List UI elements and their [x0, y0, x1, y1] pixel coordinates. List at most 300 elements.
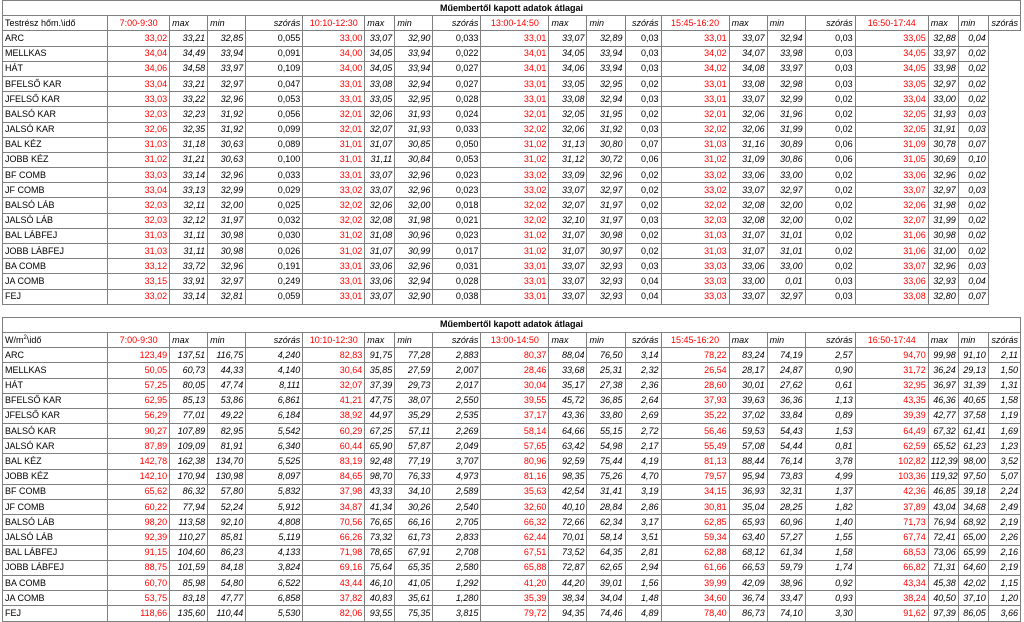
max-value: 86,32: [170, 484, 208, 499]
max-value: 77,94: [170, 500, 208, 515]
max-value: 44,97: [365, 408, 395, 423]
min-value: 116,75: [208, 348, 246, 363]
body-part-label: JF COMB: [3, 183, 108, 198]
mean-value: 34,01: [481, 61, 549, 76]
mean-value: 33,02: [661, 168, 729, 183]
time-header: 7:00-9:30: [108, 332, 170, 347]
min-value: 29,13: [958, 363, 988, 378]
std-header: szórás: [988, 332, 1020, 347]
max-value: 32,06: [365, 198, 395, 213]
mean-value: 32,95: [855, 378, 928, 393]
min-value: 33,84: [767, 408, 805, 423]
mean-value: 28,60: [661, 378, 729, 393]
max-value: 33,06: [365, 274, 395, 289]
max-value: 31,12: [549, 152, 587, 167]
min-value: 32,96: [395, 168, 433, 183]
min-value: 65,35: [395, 560, 433, 575]
max-value: 33,06: [365, 259, 395, 274]
max-value: 33,07: [549, 183, 587, 198]
max-value: 31,07: [729, 244, 767, 259]
std-value: 4,133: [246, 545, 303, 560]
table-row: [3, 244, 1021, 259]
min-value: 31,92: [208, 107, 246, 122]
mean-value: 142,78: [108, 454, 170, 469]
body-part-label: JA COMB: [3, 591, 108, 606]
table-title-row: [3, 1, 1021, 16]
mean-value: 62,85: [661, 515, 729, 530]
header-row: [3, 16, 1021, 31]
min-value: 32,96: [395, 259, 433, 274]
mean-value: 31,02: [303, 244, 365, 259]
min-value: 57,87: [395, 439, 433, 454]
min-value: 32,81: [208, 289, 246, 304]
max-value: 31,98: [928, 198, 958, 213]
min-value: 97,50: [958, 469, 988, 484]
min-value: 25,31: [587, 363, 625, 378]
min-value: 85,81: [208, 530, 246, 545]
std-value: 0,02: [805, 259, 855, 274]
max-value: 28,17: [729, 363, 767, 378]
std-value: 0,031: [433, 259, 481, 274]
min-value: 39,01: [587, 575, 625, 590]
max-value: 68,12: [729, 545, 767, 560]
min-value: 61,41: [958, 424, 988, 439]
mean-value: 35,39: [481, 591, 549, 606]
mean-value: 34,06: [108, 61, 170, 76]
mean-value: 31,01: [303, 152, 365, 167]
max-value: 60,73: [170, 363, 208, 378]
mean-value: 37,82: [303, 591, 365, 606]
mean-value: 71,73: [855, 515, 928, 530]
std-value: 1,20: [988, 591, 1020, 606]
mean-value: 33,02: [303, 183, 365, 198]
min-value: 32,99: [208, 183, 246, 198]
min-value: 30,84: [395, 152, 433, 167]
mean-value: 79,57: [661, 469, 729, 484]
std-value: 0,03: [805, 76, 855, 91]
mean-value: 78,22: [661, 348, 729, 363]
std-value: 2,94: [625, 560, 661, 575]
max-value: 31,91: [928, 122, 958, 137]
mean-value: 31,02: [481, 244, 549, 259]
max-value: 32,10: [549, 213, 587, 228]
min-value: 0,02: [958, 46, 988, 61]
min-value: 64,35: [587, 545, 625, 560]
max-value: 31,11: [170, 244, 208, 259]
min-value: 32,00: [767, 213, 805, 228]
std-value: 1,53: [805, 424, 855, 439]
body-part-label: JALSÓ KAR: [3, 439, 108, 454]
max-value: 31,07: [549, 244, 587, 259]
std-value: 4,19: [625, 454, 661, 469]
mean-value: 37,93: [661, 393, 729, 408]
max-value: 39,63: [729, 393, 767, 408]
std-value: 0,03: [805, 289, 855, 304]
mean-value: 70,56: [303, 515, 365, 530]
std-value: 0,02: [805, 198, 855, 213]
body-part-label: BALSÓ KAR: [3, 107, 108, 122]
max-value: 46,36: [928, 393, 958, 408]
body-part-label: BALSÓ KAR: [3, 424, 108, 439]
min-value: 75,35: [395, 606, 433, 621]
mean-value: 34,02: [661, 61, 729, 76]
max-value: 32,80: [928, 289, 958, 304]
mean-value: 33,07: [855, 259, 928, 274]
min-value: 32,00: [395, 198, 433, 213]
max-value: 31,21: [170, 152, 208, 167]
max-value: 67,25: [365, 424, 395, 439]
min-value: 76,33: [395, 469, 433, 484]
mean-value: 67,51: [481, 545, 549, 560]
mean-value: 31,02: [481, 228, 549, 243]
min-value: 32,98: [767, 76, 805, 91]
mean-value: 34,05: [855, 46, 928, 61]
table-row: [3, 152, 1021, 167]
min-value: 64,60: [958, 560, 988, 575]
min-value: 61,73: [395, 530, 433, 545]
mean-value: 31,05: [855, 152, 928, 167]
max-value: 31,07: [729, 228, 767, 243]
std-value: 0,02: [625, 168, 661, 183]
max-value: 98,70: [365, 469, 395, 484]
max-value: 32,97: [928, 76, 958, 91]
min-value: 32,99: [767, 92, 805, 107]
min-value: 30,86: [767, 152, 805, 167]
max-value: 65,52: [928, 439, 958, 454]
std-header: szórás: [433, 332, 481, 347]
time-header: 7:00-9:30: [108, 16, 170, 31]
mean-value: 32,02: [303, 198, 365, 213]
max-value: 33,14: [170, 289, 208, 304]
mean-value: 32,60: [481, 500, 549, 515]
std-value: 5,832: [246, 484, 303, 499]
max-value: 32,11: [170, 198, 208, 213]
min-value: 62,65: [587, 560, 625, 575]
max-value: 33,68: [549, 363, 587, 378]
mean-value: 31,03: [661, 228, 729, 243]
mean-value: 32,06: [855, 198, 928, 213]
mean-value: 33,02: [481, 168, 549, 183]
min-value: 30,98: [208, 228, 246, 243]
mean-value: 83,19: [303, 454, 365, 469]
body-part-label: BFELSŐ KAR: [3, 393, 108, 408]
min-value: 84,18: [208, 560, 246, 575]
max-value: 33,21: [170, 76, 208, 91]
max-value: 37,02: [729, 408, 767, 423]
mean-value: 60,22: [108, 500, 170, 515]
min-value: 42,02: [958, 575, 988, 590]
mean-value: 82,83: [303, 348, 365, 363]
std-value: 0,03: [805, 31, 855, 46]
min-value: 35,61: [395, 591, 433, 606]
std-value: 0,029: [246, 183, 303, 198]
std-value: 0,030: [246, 228, 303, 243]
mean-value: 31,06: [855, 228, 928, 243]
mean-value: 31,02: [108, 152, 170, 167]
body-part-label: BA COMB: [3, 259, 108, 274]
max-value: 32,08: [729, 213, 767, 228]
mean-value: 33,06: [855, 168, 928, 183]
corner-label: [3, 332, 108, 347]
min-value: 31,95: [587, 107, 625, 122]
std-value: 0,047: [246, 76, 303, 91]
mean-value: 34,04: [108, 46, 170, 61]
std-value: 2,550: [433, 393, 481, 408]
max-header: max: [365, 16, 395, 31]
max-value: 36,24: [928, 363, 958, 378]
body-part-label: ARC: [3, 348, 108, 363]
mean-value: 33,01: [481, 92, 549, 107]
std-value: 5,530: [246, 606, 303, 621]
std-value: 6,184: [246, 408, 303, 423]
min-value: 31,39: [958, 378, 988, 393]
std-header: szórás: [988, 16, 1020, 31]
max-value: 32,35: [170, 122, 208, 137]
body-part-label: JOBB KÉZ: [3, 152, 108, 167]
std-value: 4,70: [625, 469, 661, 484]
min-value: 65,99: [958, 545, 988, 560]
std-value: 2,833: [433, 530, 481, 545]
mean-value: 102,82: [855, 454, 928, 469]
min-value: 0,02: [958, 213, 988, 228]
table-row: [3, 46, 1021, 61]
min-value: 65,00: [958, 530, 988, 545]
max-value: 46,10: [365, 575, 395, 590]
min-value: 31,41: [587, 484, 625, 499]
max-value: 33,07: [549, 289, 587, 304]
std-value: 3,14: [625, 348, 661, 363]
std-value: 2,883: [433, 348, 481, 363]
max-value: 57,08: [729, 439, 767, 454]
max-value: 88,44: [729, 454, 767, 469]
min-value: 30,63: [208, 137, 246, 152]
std-value: 0,018: [433, 198, 481, 213]
body-part-label: MELLKAS: [3, 363, 108, 378]
mean-value: 32,05: [855, 122, 928, 137]
min-value: 61,23: [958, 439, 988, 454]
mean-value: 32,01: [481, 107, 549, 122]
mean-value: 32,03: [661, 213, 729, 228]
mean-value: 34,15: [661, 484, 729, 499]
max-value: 40,83: [365, 591, 395, 606]
body-part-label: BAL KÉZ: [3, 454, 108, 469]
max-header: max: [170, 332, 208, 347]
max-value: 45,72: [549, 393, 587, 408]
body-part-label: BAL LÁBFEJ: [3, 545, 108, 560]
std-value: 2,580: [433, 560, 481, 575]
min-value: 38,96: [767, 575, 805, 590]
min-value: 37,10: [958, 591, 988, 606]
mean-value: 34,02: [661, 46, 729, 61]
mean-value: 82,06: [303, 606, 365, 621]
min-value: 57,80: [208, 484, 246, 499]
table-row: [3, 198, 1021, 213]
max-value: 36,74: [729, 591, 767, 606]
std-value: 0,81: [805, 439, 855, 454]
mean-value: 80,96: [481, 454, 549, 469]
max-value: 73,06: [928, 545, 958, 560]
max-value: 30,01: [729, 378, 767, 393]
std-value: 2,535: [433, 408, 481, 423]
min-value: 36,85: [587, 393, 625, 408]
max-value: 170,94: [170, 469, 208, 484]
min-header: min: [767, 16, 805, 31]
max-value: 32,97: [928, 183, 958, 198]
min-value: 110,44: [208, 606, 246, 621]
std-value: 6,861: [246, 393, 303, 408]
mean-value: 37,98: [303, 484, 365, 499]
std-value: 0,027: [433, 61, 481, 76]
max-value: 110,27: [170, 530, 208, 545]
min-header: min: [587, 332, 625, 347]
std-value: 0,02: [805, 168, 855, 183]
max-value: 32,08: [365, 213, 395, 228]
mean-value: 33,04: [108, 183, 170, 198]
mean-value: 66,32: [481, 515, 549, 530]
min-header: min: [395, 332, 433, 347]
max-value: 73,32: [365, 530, 395, 545]
mean-value: 33,02: [481, 183, 549, 198]
max-value: 32,06: [729, 122, 767, 137]
mean-value: 118,66: [108, 606, 170, 621]
mean-value: 34,05: [855, 61, 928, 76]
max-header: max: [928, 16, 958, 31]
std-value: 1,48: [625, 591, 661, 606]
std-value: 0,03: [625, 31, 661, 46]
mean-value: 33,02: [661, 183, 729, 198]
mean-value: 66,26: [303, 530, 365, 545]
std-value: 6,340: [246, 439, 303, 454]
max-value: 32,07: [549, 198, 587, 213]
std-value: 0,033: [433, 31, 481, 46]
max-value: 32,05: [549, 107, 587, 122]
body-part-label: BAL KÉZ: [3, 137, 108, 152]
max-value: 104,60: [170, 545, 208, 560]
max-value: 31,07: [549, 228, 587, 243]
max-value: 30,78: [928, 137, 958, 152]
max-value: 43,04: [928, 500, 958, 515]
std-value: 0,026: [246, 244, 303, 259]
max-value: 113,58: [170, 515, 208, 530]
min-value: 33,94: [587, 46, 625, 61]
max-header: max: [549, 332, 587, 347]
std-value: 0,06: [805, 152, 855, 167]
body-part-label: JOBB LÁBFEJ: [3, 244, 108, 259]
body-part-label: JALSÓ KAR: [3, 122, 108, 137]
mean-value: 31,03: [661, 244, 729, 259]
min-value: 86,05: [958, 606, 988, 621]
std-value: 0,03: [625, 259, 661, 274]
max-value: 33,21: [170, 31, 208, 46]
max-value: 34,05: [549, 46, 587, 61]
min-value: 31,99: [767, 122, 805, 137]
min-value: 30,98: [208, 244, 246, 259]
min-value: 31,01: [767, 228, 805, 243]
std-header: szórás: [625, 16, 661, 31]
table-row: [3, 560, 1021, 575]
min-value: 32,85: [208, 31, 246, 46]
std-value: 0,02: [805, 213, 855, 228]
mean-value: 33,06: [855, 274, 928, 289]
std-value: 2,017: [433, 378, 481, 393]
std-value: 3,66: [988, 606, 1020, 621]
max-value: 34,05: [365, 61, 395, 76]
max-value: 33,09: [549, 168, 587, 183]
std-value: 6,858: [246, 591, 303, 606]
mean-value: 30,64: [303, 363, 365, 378]
min-value: 32,90: [395, 31, 433, 46]
std-value: 3,19: [625, 484, 661, 499]
mean-value: 57,25: [108, 378, 170, 393]
max-value: 137,51: [170, 348, 208, 363]
min-value: 134,70: [208, 454, 246, 469]
min-value: 33,00: [767, 259, 805, 274]
table-row: [3, 107, 1021, 122]
min-value: 33,98: [767, 46, 805, 61]
std-value: 1,13: [805, 393, 855, 408]
std-value: 0,02: [805, 107, 855, 122]
mean-value: 57,65: [481, 439, 549, 454]
std-value: 0,023: [433, 168, 481, 183]
mean-value: 34,00: [303, 46, 365, 61]
time-header: 16:50-17:44: [855, 332, 928, 347]
max-value: 85,98: [170, 575, 208, 590]
min-value: 0,02: [958, 76, 988, 91]
max-value: 33,07: [729, 183, 767, 198]
min-value: 31,96: [767, 107, 805, 122]
body-part-label: FEJ: [3, 606, 108, 621]
mean-value: 33,02: [108, 289, 170, 304]
std-value: 2,72: [625, 424, 661, 439]
mean-value: 78,40: [661, 606, 729, 621]
mean-value: 34,87: [303, 500, 365, 515]
min-value: 32,90: [395, 289, 433, 304]
min-value: 75,26: [587, 469, 625, 484]
mean-value: 123,49: [108, 348, 170, 363]
min-value: 86,23: [208, 545, 246, 560]
min-value: 75,44: [587, 454, 625, 469]
mean-value: 62,88: [661, 545, 729, 560]
mean-value: 26,54: [661, 363, 729, 378]
max-value: 35,85: [365, 363, 395, 378]
table-row: [3, 469, 1021, 484]
mean-value: 33,07: [855, 183, 928, 198]
min-value: 27,62: [767, 378, 805, 393]
min-value: 0,02: [958, 168, 988, 183]
mean-value: 33,15: [108, 274, 170, 289]
table-row: [3, 137, 1021, 152]
mean-value: 60,29: [303, 424, 365, 439]
min-value: 0,03: [958, 107, 988, 122]
corner-unit-exponent: 2: [23, 334, 27, 341]
min-value: 30,89: [767, 137, 805, 152]
std-value: 1,15: [988, 575, 1020, 590]
min-value: 52,24: [208, 500, 246, 515]
std-value: 0,033: [246, 168, 303, 183]
std-value: 0,091: [246, 46, 303, 61]
max-value: 30,98: [928, 228, 958, 243]
std-value: 0,06: [625, 152, 661, 167]
min-value: 0,03: [958, 183, 988, 198]
min-value: 0,03: [958, 259, 988, 274]
std-value: 0,03: [625, 213, 661, 228]
max-value: 94,35: [549, 606, 587, 621]
max-value: 31,13: [549, 137, 587, 152]
table-row: [3, 168, 1021, 183]
mean-value: 32,03: [108, 107, 170, 122]
mean-value: 33,01: [481, 76, 549, 91]
min-value: 44,33: [208, 363, 246, 378]
